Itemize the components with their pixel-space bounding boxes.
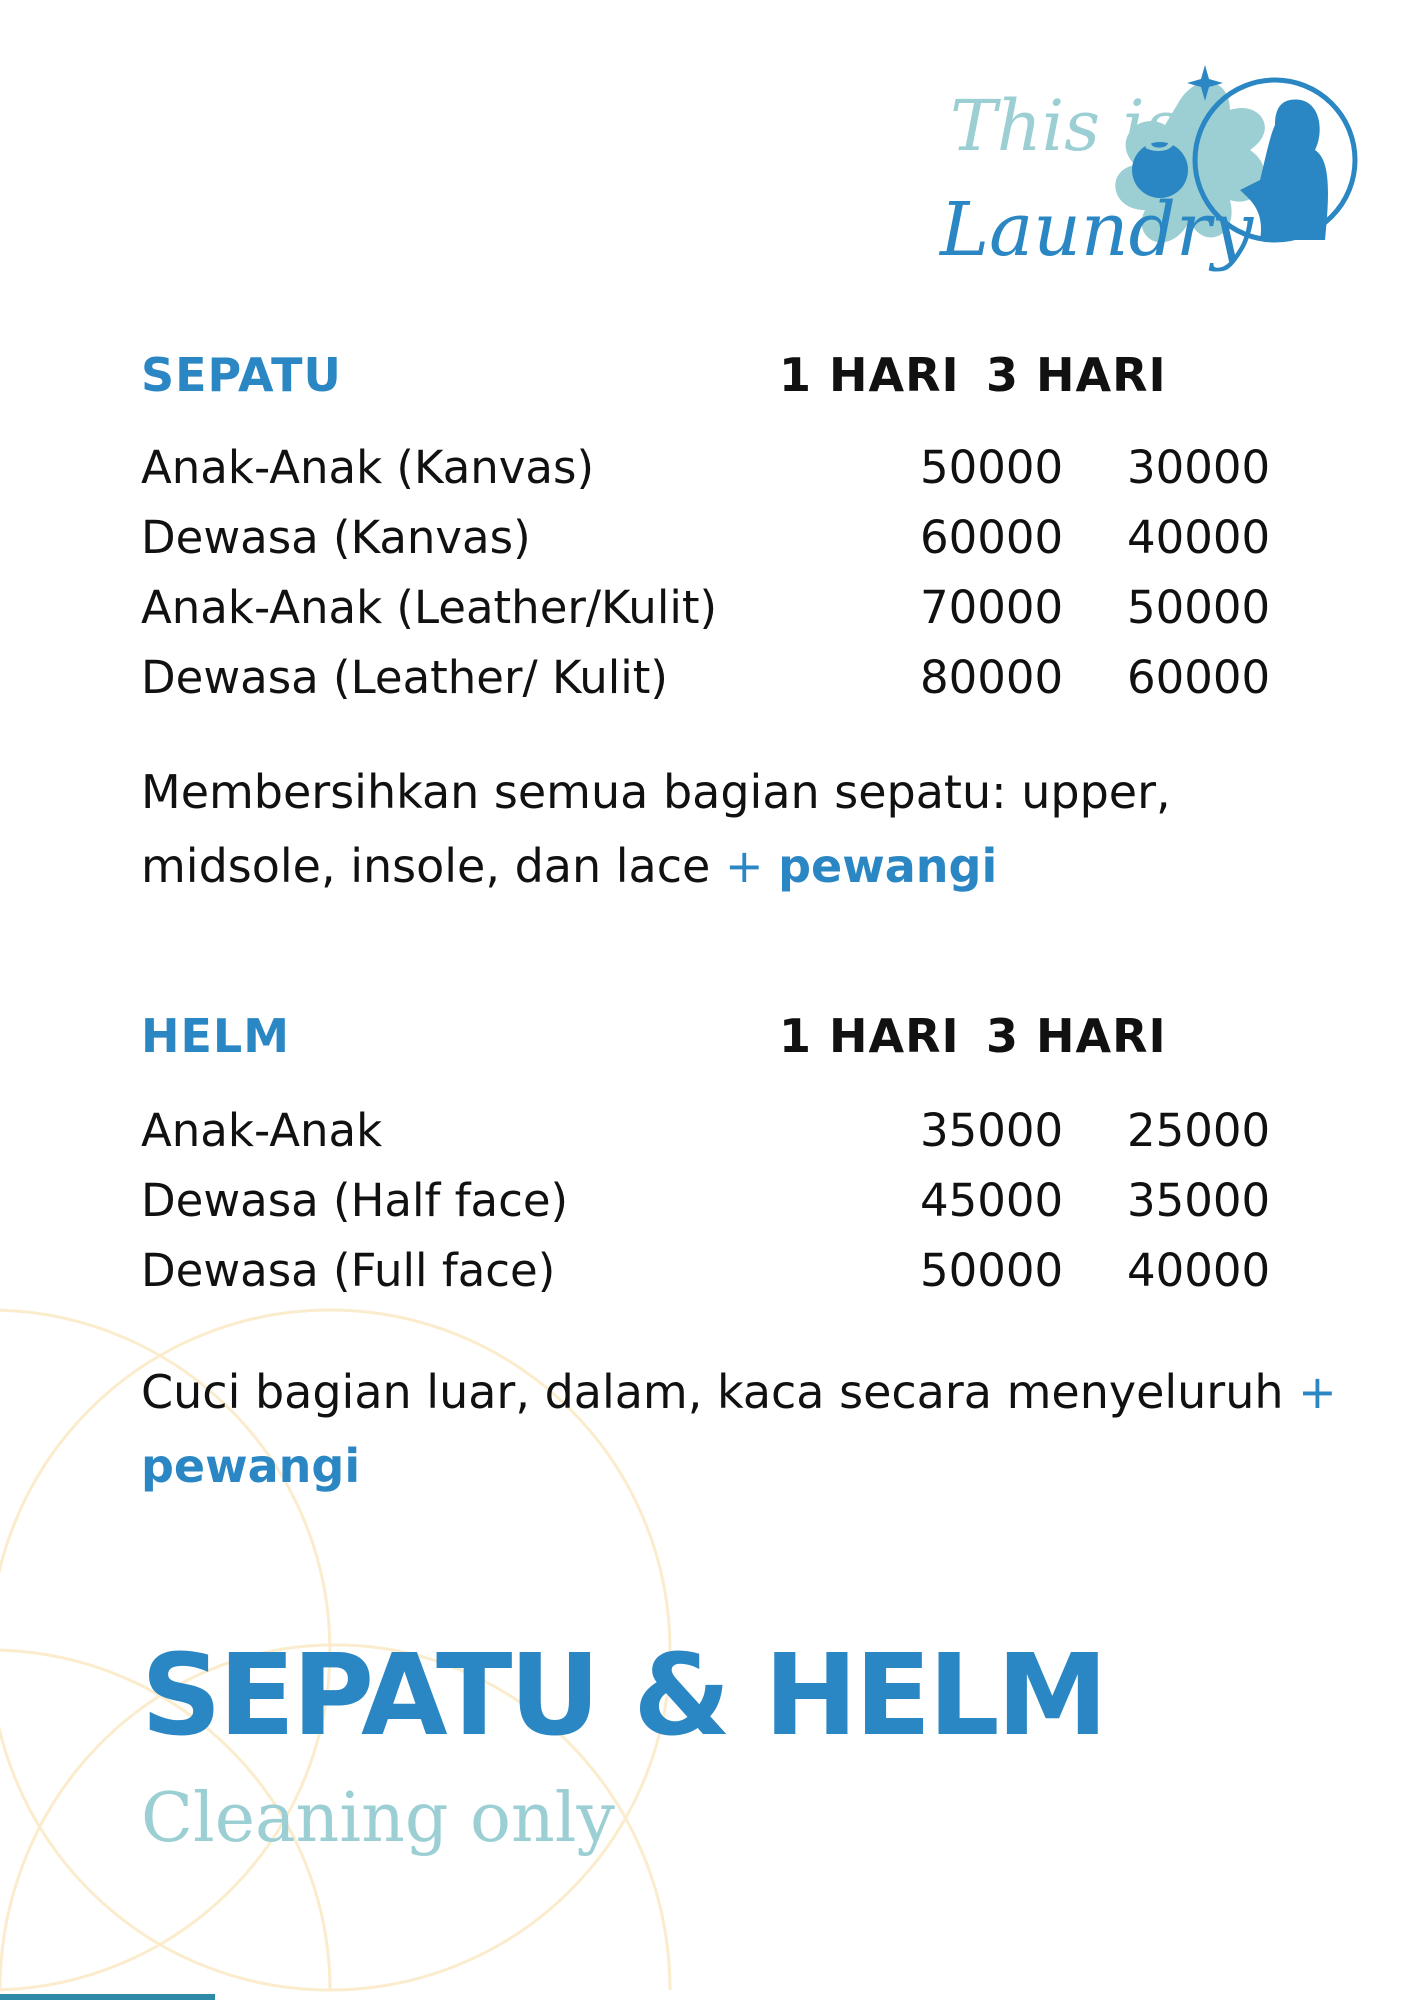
item-name: Dewasa (Half face) [141,1174,569,1227]
price-row [141,441,1271,494]
plus-sign: + [724,839,764,893]
price-3-hari: 60000 [1127,651,1271,704]
price-1-hari: 35000 [920,1104,1064,1157]
price-3-hari: 30000 [1127,441,1271,494]
price-row [141,581,1271,634]
logo [930,40,1390,304]
pewangi-text: pewangi [778,839,998,893]
sepatu-description [141,755,1191,903]
item-name: Dewasa (Kanvas) [141,511,531,564]
price-3-hari: 25000 [1127,1104,1271,1157]
sepatu-col-1-hari: 1 HARI [779,348,960,402]
plus-sign: + [1298,1365,1337,1419]
item-name: Dewasa (Full face) [141,1244,556,1297]
sepatu-col-3-hari: 3 HARI [986,348,1167,402]
price-row [141,1244,1271,1297]
helm-col-3-hari: 3 HARI [986,1009,1167,1063]
price-1-hari: 50000 [920,441,1064,494]
helm-col-1-hari: 1 HARI [779,1009,960,1063]
price-1-hari: 70000 [920,581,1064,634]
pewangi-text: pewangi [141,1439,361,1493]
price-row [141,1104,1271,1157]
item-name: Anak-Anak [141,1104,383,1157]
price-1-hari: 50000 [920,1244,1064,1297]
item-name: Anak-Anak (Leather/Kulit) [141,581,718,634]
price-3-hari: 40000 [1127,1244,1271,1297]
price-1-hari: 80000 [920,651,1064,704]
price-3-hari: 35000 [1127,1174,1271,1227]
bottom-accent-bar [0,1994,215,2000]
page-title: SEPATU & HELM [141,1631,1106,1761]
price-3-hari: 40000 [1127,511,1271,564]
price-row [141,1174,1271,1227]
item-name: Anak-Anak (Kanvas) [141,441,595,494]
description-text: Cuci bagian luar, dalam, kaca secara menyeluruh [141,1365,1284,1419]
price-1-hari: 45000 [920,1174,1064,1227]
svg-text:This is: This is [950,85,1181,167]
helm-description [141,1355,1371,1503]
item-name: Dewasa (Leather/ Kulit) [141,651,668,704]
page-subtitle: Cleaning only [141,1779,615,1858]
price-row [141,511,1271,564]
price-1-hari: 60000 [920,511,1064,564]
sepatu-heading: SEPATU [141,348,342,402]
svg-text:Laundry: Laundry [940,187,1254,273]
description-text: Membersihkan semua bagian sepatu: upper, midsole, insole, dan lace [141,765,1171,893]
price-3-hari: 50000 [1127,581,1271,634]
helm-heading: HELM [141,1009,291,1063]
price-row [141,651,1271,704]
